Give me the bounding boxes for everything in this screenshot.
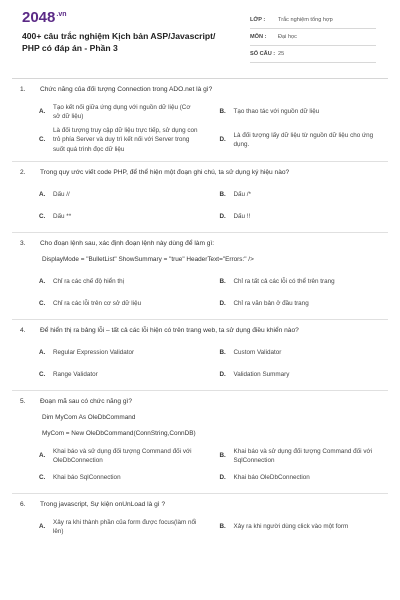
option-letter: A. (39, 523, 46, 531)
meta-row-count (250, 46, 376, 63)
option-d[interactable] (220, 293, 389, 315)
option-letter: B. (219, 108, 226, 116)
document-header (0, 0, 400, 74)
answer-options (39, 342, 388, 386)
option-text: Tạo thao tác với nguồn dữ liệu (233, 108, 320, 116)
question-number: 5. (20, 398, 26, 405)
option-letter: A. (39, 278, 46, 286)
option-letter: B. (219, 523, 226, 531)
question-1 (12, 79, 388, 162)
question-number: 2. (20, 169, 26, 176)
site-logo[interactable] (22, 9, 67, 26)
meta-value: 25 (278, 51, 285, 57)
meta-key: MÔN : (250, 34, 267, 40)
question-text: Chức năng của đối tượng Connection trong ADO.net là gì? (40, 86, 213, 93)
answer-options (39, 445, 388, 489)
answer-options (39, 101, 388, 157)
logo-text: 2048 (22, 9, 56, 26)
option-letter: C. (39, 300, 46, 308)
option-d[interactable] (220, 467, 389, 489)
option-b[interactable] (220, 445, 389, 467)
option-d[interactable] (220, 206, 389, 228)
code-line: Dim MyCom As OleDbCommand (42, 414, 136, 421)
answer-options (39, 271, 388, 315)
question-heading (20, 85, 388, 95)
question-list (12, 79, 388, 542)
option-letter: D. (219, 136, 226, 144)
option-text: Chỉ ra các lỗi trên cơ sở dữ liệu (53, 300, 142, 308)
meta-key: LỚP : (250, 17, 266, 23)
question-text: Cho đoạn lệnh sau, xác định đoạn lệnh này dùng để làm gì: (40, 240, 215, 247)
option-c[interactable] (39, 364, 208, 386)
option-a[interactable] (39, 342, 208, 364)
option-letter: B. (219, 349, 226, 357)
question-number: 3. (20, 240, 26, 247)
option-c[interactable] (39, 206, 208, 228)
question-5 (12, 391, 388, 494)
option-text: Xảy ra khi người dùng click vào một form (233, 523, 349, 531)
option-b[interactable] (220, 101, 389, 123)
option-letter: B. (219, 278, 226, 286)
option-text: Xảy ra khi thành phần của form được focus(làm nổi lên) (53, 518, 197, 535)
option-letter: D. (219, 213, 226, 221)
option-text: Khai báo và sử dụng đối tượng Command đối với SqlConnection (233, 447, 373, 464)
option-c[interactable] (39, 467, 208, 489)
option-letter: C. (39, 136, 46, 144)
option-b[interactable] (220, 184, 389, 206)
option-text: Chỉ ra các chế độ hiển thị (53, 278, 125, 286)
question-text: Trong quy ước viết code PHP, để thể hiện một đoạn ghi chú, ta sử dụng ký hiệu nào? (40, 169, 290, 176)
option-letter: B. (219, 191, 226, 199)
question-4 (12, 320, 388, 391)
option-letter: D. (219, 371, 226, 379)
question-heading (20, 397, 388, 407)
option-text: Dấu ** (53, 213, 72, 221)
meta-table (250, 12, 376, 63)
document-title: 400+ câu trắc nghiệm Kịch bản ASP/Javascript/ PHP có đáp án - Phần 3 (22, 31, 216, 53)
option-letter: A. (39, 191, 46, 199)
option-letter: A. (39, 349, 46, 357)
code-snippet: DisplayMode = "BulletList" ShowSummary = "true" HeaderText="Errors:" /> (42, 256, 254, 263)
option-text: Tạo kết nối giữa ứng dụng với nguồn dữ liệu (Cơ sở dữ liệu) (53, 103, 191, 120)
option-d[interactable] (220, 364, 389, 386)
option-c[interactable] (39, 293, 208, 315)
question-heading (20, 326, 388, 336)
option-a[interactable] (39, 516, 208, 538)
option-a[interactable] (39, 101, 208, 123)
option-b[interactable] (220, 516, 389, 538)
option-text: Dấu !! (233, 213, 251, 221)
option-text: Khai báo SqlConnection (53, 474, 121, 482)
option-a[interactable] (39, 445, 208, 467)
option-letter: D. (219, 474, 226, 482)
question-heading (20, 239, 388, 249)
question-number: 1. (20, 86, 26, 93)
option-text: Custom Validator (233, 349, 282, 357)
code-line: MyCom = New OleDbCommand(ConnString,ConnDB) (42, 430, 196, 437)
option-letter: D. (219, 300, 226, 308)
question-heading (20, 500, 388, 510)
option-text: Dấu // (53, 191, 70, 199)
question-heading (20, 168, 388, 178)
question-text: Trong javascript, Sự kiện onUnLoad là gì ? (40, 501, 166, 508)
meta-value: Trắc nghiệm tổng hợp (278, 17, 333, 23)
option-d[interactable] (220, 123, 389, 157)
option-a[interactable] (39, 271, 208, 293)
option-letter: B. (219, 452, 226, 460)
answer-options (39, 184, 388, 228)
option-text: Validation Summary (233, 371, 290, 379)
option-text: Chỉ ra văn bản ở đầu trang (233, 300, 309, 308)
option-text: Là đối tượng truy cập dữ liệu trực tiếp, sử dụng con trỏ phía Server và duy trì kết nối với Server trong suốt quá trình đọc dữ liệu (53, 126, 198, 153)
option-letter: A. (39, 108, 46, 116)
question-number: 6. (20, 501, 26, 508)
logo-suffix: .vn (56, 11, 67, 18)
option-b[interactable] (220, 342, 389, 364)
answer-options (39, 516, 388, 538)
question-text: Đoạn mã sau có chức năng gì? (40, 398, 133, 405)
option-c[interactable] (39, 123, 208, 157)
meta-row-subject (250, 29, 376, 46)
question-3 (12, 233, 388, 320)
meta-row-class (250, 12, 376, 29)
question-6 (12, 494, 388, 542)
option-text: Regular Expression Validator (53, 349, 135, 357)
option-b[interactable] (220, 271, 389, 293)
option-text: Chỉ ra tất cả các lỗi có thể trên trang (233, 278, 335, 286)
question-2 (12, 162, 388, 233)
option-text: Khai báo OleDbConnection (233, 474, 310, 482)
option-text: Dấu /* (233, 191, 252, 199)
option-letter: C. (39, 213, 46, 221)
option-letter: C. (39, 474, 46, 482)
meta-key: SỐ CÂU : (250, 51, 276, 57)
question-number: 4. (20, 327, 26, 334)
meta-value: Đại học (278, 34, 297, 40)
option-text: Khai báo và sử dụng đối tượng Command đối với OleDbConnection (53, 447, 192, 464)
question-text: Để hiển thị ra bảng lỗi – tất cả các lỗi hiện có trên trang web, ta sử dụng điều khiển nào? (40, 327, 299, 334)
option-letter: C. (39, 371, 46, 379)
option-a[interactable] (39, 184, 208, 206)
option-text: Là đối tượng lấy dữ liệu từ nguồn dữ liệu cho ứng dụng. (233, 131, 374, 148)
option-letter: A. (39, 452, 46, 460)
option-text: Range Validator (53, 371, 98, 379)
